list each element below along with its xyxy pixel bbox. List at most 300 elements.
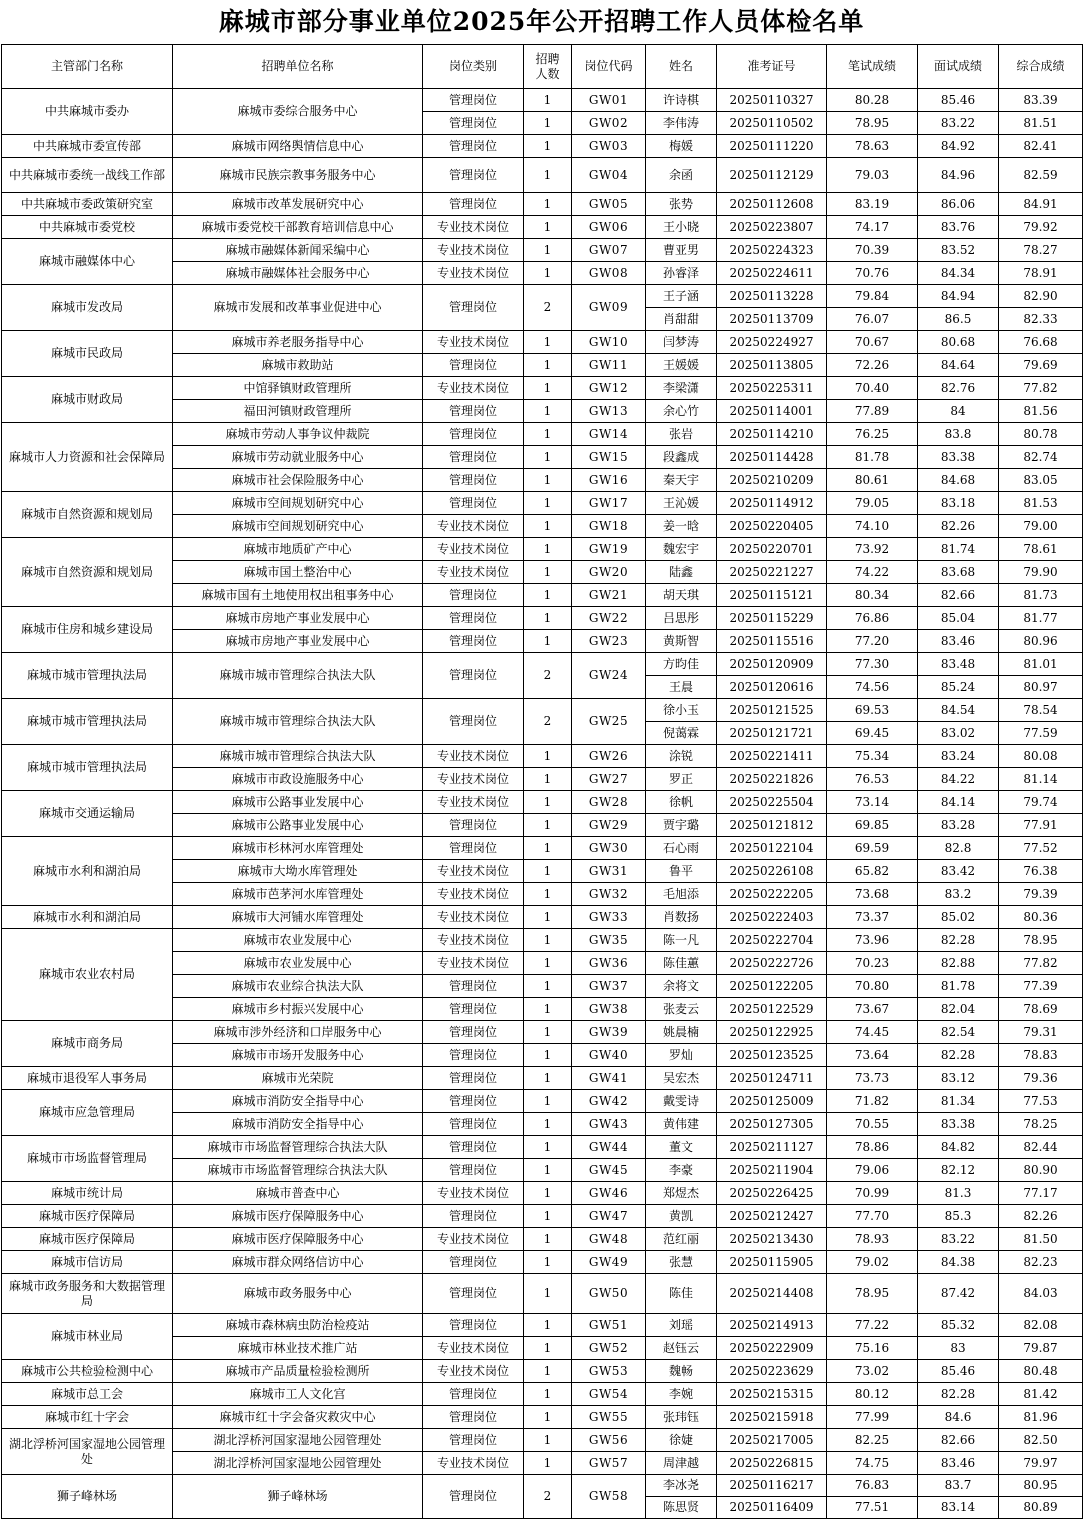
written-score: 76.25 [827,423,918,446]
written-score: 72.26 [827,354,918,377]
unit-name: 麻城市劳动就业服务中心 [173,446,423,469]
written-score: 73.02 [827,1360,918,1383]
unit-name: 福田河镇财政管理所 [173,400,423,423]
headcount: 1 [524,538,572,561]
exam-number: 20250114912 [717,492,827,515]
unit-name: 麻城市涉外经济和口岸服务中心 [173,1021,423,1044]
position-type: 管理岗位 [423,1406,524,1429]
candidate-name: 姜一晗 [646,515,717,538]
position-type: 专业技术岗位 [423,538,524,561]
total-score: 80.97 [999,676,1083,699]
exam-number: 20250221227 [717,561,827,584]
candidate-name: 罗灿 [646,1044,717,1067]
exam-number: 20250123525 [717,1044,827,1067]
interview-score: 83.28 [918,814,999,837]
position-type: 专业技术岗位 [423,745,524,768]
written-score: 77.70 [827,1205,918,1228]
candidate-name: 许诗棋 [646,89,717,112]
exam-number: 20250113228 [717,285,827,308]
candidate-name: 徐小玉 [646,699,717,722]
position-type: 管理岗位 [423,285,524,331]
position-type: 管理岗位 [423,1090,524,1113]
headcount: 1 [524,860,572,883]
candidate-name: 黄凯 [646,1205,717,1228]
department-name: 麻城市商务局 [2,1021,173,1067]
position-type: 管理岗位 [423,1251,524,1274]
position-type: 专业技术岗位 [423,561,524,584]
position-type: 专业技术岗位 [423,860,524,883]
table-row [2,285,1083,308]
interview-score: 84.82 [918,1136,999,1159]
table-row [2,1205,1083,1228]
position-code: GW10 [572,331,646,354]
interview-score: 82.12 [918,1159,999,1182]
exam-number: 20250115229 [717,607,827,630]
candidate-name: 曹亚男 [646,239,717,262]
total-score: 80.89 [999,1497,1083,1519]
position-code: GW23 [572,630,646,653]
headcount: 1 [524,354,572,377]
headcount: 1 [524,561,572,584]
table-row [2,1406,1083,1429]
exam-number: 20250222403 [717,906,827,929]
exam-number: 20250223807 [717,216,827,239]
position-code: GW03 [572,135,646,158]
position-type: 专业技术岗位 [423,239,524,262]
candidate-name: 张势 [646,193,717,216]
unit-name: 麻城市委综合服务中心 [173,89,423,135]
exam-number: 20250115516 [717,630,827,653]
written-score: 73.64 [827,1044,918,1067]
unit-name: 麻城市芭茅河水库管理处 [173,883,423,906]
headcount: 1 [524,1159,572,1182]
total-score: 77.82 [999,377,1083,400]
exam-number: 20250214408 [717,1274,827,1314]
table-row [2,331,1083,354]
candidate-name: 刘瑶 [646,1314,717,1337]
department-name: 麻城市发改局 [2,285,173,331]
interview-score: 84.34 [918,262,999,285]
total-score: 79.90 [999,561,1083,584]
unit-name: 麻城市医疗保障服务中心 [173,1228,423,1251]
written-score: 79.03 [827,158,918,193]
total-score: 83.05 [999,469,1083,492]
candidate-name: 王媛媛 [646,354,717,377]
unit-name: 麻城市大坳水库管理处 [173,860,423,883]
interview-score: 83.18 [918,492,999,515]
exam-number: 20250110502 [717,112,827,135]
written-score: 77.89 [827,400,918,423]
headcount: 1 [524,193,572,216]
table-body [2,89,1083,1519]
table-header-row [2,45,1083,89]
total-score: 82.23 [999,1251,1083,1274]
unit-name: 湖北浮桥河国家湿地公园管理处 [173,1429,423,1452]
headcount: 1 [524,768,572,791]
interview-score: 85.46 [918,89,999,112]
exam-number: 20250115905 [717,1251,827,1274]
position-type: 管理岗位 [423,446,524,469]
candidate-name: 涂锐 [646,745,717,768]
unit-name: 麻城市农业发展中心 [173,952,423,975]
position-type: 专业技术岗位 [423,1452,524,1475]
position-type: 管理岗位 [423,630,524,653]
table-row [2,1251,1083,1274]
exam-number: 20250115121 [717,584,827,607]
exam-number: 20250116217 [717,1475,827,1497]
total-score: 79.36 [999,1067,1083,1090]
written-score: 70.23 [827,952,918,975]
header-position-type: 岗位类别 [423,45,524,89]
interview-score: 85.24 [918,676,999,699]
exam-number: 20250120616 [717,676,827,699]
interview-score: 83.2 [918,883,999,906]
headcount: 1 [524,446,572,469]
unit-name: 麻城市空间规划研究中心 [173,492,423,515]
exam-number: 20250222205 [717,883,827,906]
position-code: GW24 [572,653,646,699]
results-table [1,44,1083,1519]
headcount: 1 [524,1136,572,1159]
exam-number: 20250214913 [717,1314,827,1337]
exam-number: 20250224927 [717,331,827,354]
position-code: GW42 [572,1090,646,1113]
written-score: 75.16 [827,1337,918,1360]
position-type: 专业技术岗位 [423,262,524,285]
position-code: GW18 [572,515,646,538]
written-score: 74.45 [827,1021,918,1044]
written-score: 73.37 [827,906,918,929]
unit-name: 麻城市农业发展中心 [173,929,423,952]
candidate-name: 徐婕 [646,1429,717,1452]
headcount: 1 [524,1274,572,1314]
exam-number: 20250112608 [717,193,827,216]
headcount: 2 [524,285,572,331]
unit-name: 麻城市市场监督管理综合执法大队 [173,1159,423,1182]
position-type: 管理岗位 [423,998,524,1021]
unit-name: 中馆驿镇财政管理所 [173,377,423,400]
total-score: 81.77 [999,607,1083,630]
written-score: 74.22 [827,561,918,584]
table-row [2,837,1083,860]
department-name: 中共麻城市委政策研究室 [2,193,173,216]
exam-number: 20250225504 [717,791,827,814]
interview-score: 83.38 [918,1113,999,1136]
exam-number: 20250226108 [717,860,827,883]
table-row [2,158,1083,193]
header-position-code: 岗位代码 [572,45,646,89]
header-exam-number: 准考证号 [717,45,827,89]
position-code: GW16 [572,469,646,492]
department-name: 麻城市退役军人事务局 [2,1067,173,1090]
department-name: 中共麻城市委办 [2,89,173,135]
candidate-name: 魏畅 [646,1360,717,1383]
headcount: 1 [524,998,572,1021]
interview-score: 83.52 [918,239,999,262]
position-type: 管理岗位 [423,112,524,135]
exam-number: 20250225311 [717,377,827,400]
unit-name: 麻城市国有土地使用权出租事务中心 [173,584,423,607]
position-code: GW48 [572,1228,646,1251]
position-type: 管理岗位 [423,1314,524,1337]
table-row [2,745,1083,768]
position-type: 专业技术岗位 [423,1182,524,1205]
position-code: GW53 [572,1360,646,1383]
headcount: 1 [524,135,572,158]
position-type: 专业技术岗位 [423,377,524,400]
written-score: 76.53 [827,768,918,791]
total-score: 77.91 [999,814,1083,837]
interview-score: 84.14 [918,791,999,814]
candidate-name: 陈佳 [646,1274,717,1314]
candidate-name: 余函 [646,158,717,193]
exam-number: 20250122104 [717,837,827,860]
header-written-score: 笔试成绩 [827,45,918,89]
written-score: 74.17 [827,216,918,239]
unit-name: 麻城市杉林河水库管理处 [173,837,423,860]
department-name: 麻城市市场监督管理局 [2,1136,173,1182]
unit-name: 麻城市农业综合执法大队 [173,975,423,998]
candidate-name: 王沁媛 [646,492,717,515]
total-score: 80.90 [999,1159,1083,1182]
exam-number: 20250113709 [717,308,827,331]
written-score: 78.63 [827,135,918,158]
unit-name: 麻城市光荣院 [173,1067,423,1090]
department-name: 麻城市应急管理局 [2,1090,173,1136]
header-name: 姓名 [646,45,717,89]
headcount: 1 [524,975,572,998]
total-score: 79.92 [999,216,1083,239]
written-score: 79.05 [827,492,918,515]
headcount: 1 [524,377,572,400]
unit-name: 狮子峰林场 [173,1475,423,1519]
position-type: 专业技术岗位 [423,331,524,354]
department-name: 麻城市融媒体中心 [2,239,173,285]
unit-name: 麻城市消防安全指导中心 [173,1113,423,1136]
position-type: 管理岗位 [423,135,524,158]
position-code: GW05 [572,193,646,216]
unit-name: 麻城市消防安全指导中心 [173,1090,423,1113]
position-code: GW01 [572,89,646,112]
written-score: 77.51 [827,1497,918,1519]
position-type: 管理岗位 [423,699,524,745]
headcount: 1 [524,952,572,975]
position-type: 管理岗位 [423,193,524,216]
written-score: 79.84 [827,285,918,308]
interview-score: 83.22 [918,112,999,135]
headcount: 1 [524,515,572,538]
headcount: 1 [524,112,572,135]
interview-score: 85.02 [918,906,999,929]
position-type: 管理岗位 [423,400,524,423]
position-code: GW37 [572,975,646,998]
total-score: 77.39 [999,975,1083,998]
written-score: 74.56 [827,676,918,699]
written-score: 70.39 [827,239,918,262]
unit-name: 麻城市养老服务指导中心 [173,331,423,354]
position-code: GW15 [572,446,646,469]
unit-name: 麻城市房地产事业发展中心 [173,630,423,653]
total-score: 82.44 [999,1136,1083,1159]
headcount: 1 [524,1314,572,1337]
exam-number: 20250221826 [717,768,827,791]
table-row [2,193,1083,216]
position-type: 管理岗位 [423,89,524,112]
written-score: 70.76 [827,262,918,285]
written-score: 80.28 [827,89,918,112]
headcount: 1 [524,469,572,492]
header-headcount: 招聘 人数 [524,45,572,89]
position-type: 管理岗位 [423,423,524,446]
table-row [2,423,1083,446]
position-code: GW07 [572,239,646,262]
table-row [2,377,1083,400]
interview-score: 81.34 [918,1090,999,1113]
position-code: GW29 [572,814,646,837]
candidate-name: 吴宏杰 [646,1067,717,1090]
total-score: 81.01 [999,653,1083,676]
headcount: 1 [524,423,572,446]
exam-number: 20250125009 [717,1090,827,1113]
interview-score: 84.68 [918,469,999,492]
position-type: 管理岗位 [423,814,524,837]
table-row [2,906,1083,929]
department-name: 麻城市财政局 [2,377,173,423]
headcount: 1 [524,492,572,515]
position-code: GW40 [572,1044,646,1067]
headcount: 1 [524,1360,572,1383]
total-score: 83.39 [999,89,1083,112]
candidate-name: 张玮钰 [646,1406,717,1429]
interview-score: 84 [918,400,999,423]
exam-number: 20250220701 [717,538,827,561]
table-row [2,1383,1083,1406]
position-code: GW32 [572,883,646,906]
interview-score: 82.54 [918,1021,999,1044]
interview-score: 82.28 [918,1044,999,1067]
interview-score: 84.22 [918,768,999,791]
headcount: 1 [524,239,572,262]
position-code: GW36 [572,952,646,975]
total-score: 77.59 [999,722,1083,745]
interview-score: 83.24 [918,745,999,768]
position-type: 管理岗位 [423,1475,524,1519]
interview-score: 84.6 [918,1406,999,1429]
candidate-name: 吕思彤 [646,607,717,630]
candidate-name: 李冰尧 [646,1475,717,1497]
position-code: GW20 [572,561,646,584]
exam-number: 20250114428 [717,446,827,469]
exam-number: 20250120909 [717,653,827,676]
exam-number: 20250210209 [717,469,827,492]
position-code: GW39 [572,1021,646,1044]
total-score: 79.97 [999,1452,1083,1475]
written-score: 70.80 [827,975,918,998]
table-row [2,1314,1083,1337]
written-score: 83.19 [827,193,918,216]
candidate-name: 李婉 [646,1383,717,1406]
candidate-name: 罗正 [646,768,717,791]
exam-number: 20250114210 [717,423,827,446]
unit-name: 麻城市城市管理综合执法大队 [173,699,423,745]
exam-number: 20250220405 [717,515,827,538]
position-code: GW06 [572,216,646,239]
exam-number: 20250215315 [717,1383,827,1406]
position-type: 专业技术岗位 [423,515,524,538]
exam-number: 20250122205 [717,975,827,998]
exam-number: 20250113805 [717,354,827,377]
candidate-name: 王晨 [646,676,717,699]
interview-score: 84.92 [918,135,999,158]
interview-score: 82.8 [918,837,999,860]
candidate-name: 董文 [646,1136,717,1159]
total-score: 79.69 [999,354,1083,377]
candidate-name: 黄伟建 [646,1113,717,1136]
headcount: 1 [524,1406,572,1429]
headcount: 1 [524,929,572,952]
unit-name: 麻城市森林病虫防治检疫站 [173,1314,423,1337]
candidate-name: 陆鑫 [646,561,717,584]
position-type: 管理岗位 [423,158,524,193]
interview-score: 83.7 [918,1475,999,1497]
total-score: 80.08 [999,745,1083,768]
exam-number: 20250110327 [717,89,827,112]
unit-name: 麻城市产品质量检验检测所 [173,1360,423,1383]
department-name: 麻城市总工会 [2,1383,173,1406]
table-row [2,791,1083,814]
total-score: 77.17 [999,1182,1083,1205]
total-score: 77.82 [999,952,1083,975]
position-type: 管理岗位 [423,1021,524,1044]
total-score: 78.95 [999,929,1083,952]
position-code: GW08 [572,262,646,285]
position-code: GW55 [572,1406,646,1429]
headcount: 1 [524,1337,572,1360]
candidate-name: 毛旭添 [646,883,717,906]
interview-score: 82.76 [918,377,999,400]
table-row [2,216,1083,239]
candidate-name: 张麦云 [646,998,717,1021]
written-score: 73.14 [827,791,918,814]
position-type: 管理岗位 [423,1274,524,1314]
total-score: 80.78 [999,423,1083,446]
candidate-name: 贾宇璐 [646,814,717,837]
candidate-name: 黄斯智 [646,630,717,653]
position-type: 管理岗位 [423,653,524,699]
header-total-score: 综合成绩 [999,45,1083,89]
written-score: 79.06 [827,1159,918,1182]
total-score: 79.00 [999,515,1083,538]
written-score: 65.82 [827,860,918,883]
table-row [2,1067,1083,1090]
headcount: 1 [524,158,572,193]
position-type: 管理岗位 [423,354,524,377]
position-type: 管理岗位 [423,975,524,998]
written-score: 80.61 [827,469,918,492]
written-score: 77.22 [827,1314,918,1337]
written-score: 78.95 [827,112,918,135]
total-score: 82.41 [999,135,1083,158]
interview-score: 84.64 [918,354,999,377]
headcount: 1 [524,216,572,239]
interview-score: 82.88 [918,952,999,975]
candidate-name: 赵钰云 [646,1337,717,1360]
unit-name: 麻城市地质矿产中心 [173,538,423,561]
written-score: 69.53 [827,699,918,722]
table-row [2,1136,1083,1159]
headcount: 2 [524,699,572,745]
department-name: 麻城市公共检验检测中心 [2,1360,173,1383]
